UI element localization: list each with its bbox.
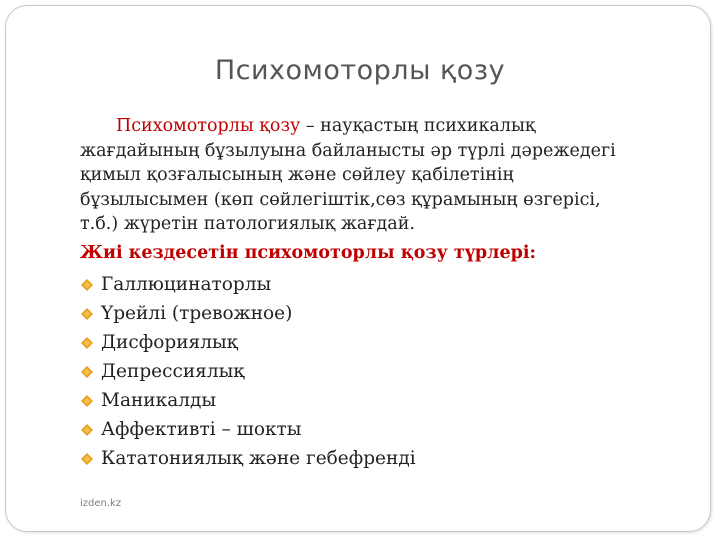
definition-term: Психомоторлы қозу <box>116 116 301 136</box>
footer-source: izden.kz <box>80 498 122 509</box>
slide-content <box>80 114 640 473</box>
diamond-bullet-icon <box>81 366 93 378</box>
list-item <box>80 444 640 473</box>
list-item <box>80 357 640 386</box>
definition-paragraph <box>80 114 640 237</box>
list-item-label: Дисфориялық <box>101 331 238 353</box>
list-item <box>80 328 640 357</box>
list-item <box>80 386 640 415</box>
slide-title: Психомоторлы қозу <box>214 55 506 86</box>
list-item-label: Галлюцинаторлы <box>101 273 272 295</box>
diamond-bullet-icon <box>81 395 93 407</box>
diamond-bullet-icon <box>81 453 93 465</box>
diamond-bullet-icon <box>81 308 93 320</box>
list-item <box>80 270 640 299</box>
list-item-label: Аффективті – шокты <box>101 418 302 440</box>
list-item <box>80 415 640 444</box>
list-item-label: Кататониялық және гебефренді <box>101 447 416 469</box>
list-item-label: Депрессиялық <box>101 360 245 382</box>
definition-text: – науқастың психикалық жағдайының бұзылуына байланысты әр түрлі дәрежедегі қимыл қозғалысының және сөйлеу қабілетінің бұзылысымен (көп сөйлегіштік,сөз құрамының өзгерісі, т.б.) жүретін патологиялық жағдай. <box>80 116 616 234</box>
list-item <box>80 299 640 328</box>
types-list <box>80 270 640 473</box>
list-item-label: Үрейлі (тревожное) <box>101 302 293 324</box>
diamond-bullet-icon <box>81 424 93 436</box>
types-heading: Жиі кездесетін психомоторлы қозу түрлері: <box>80 242 536 263</box>
list-item-label: Маникалды <box>101 389 217 411</box>
diamond-bullet-icon <box>81 279 93 291</box>
diamond-bullet-icon <box>81 337 93 349</box>
